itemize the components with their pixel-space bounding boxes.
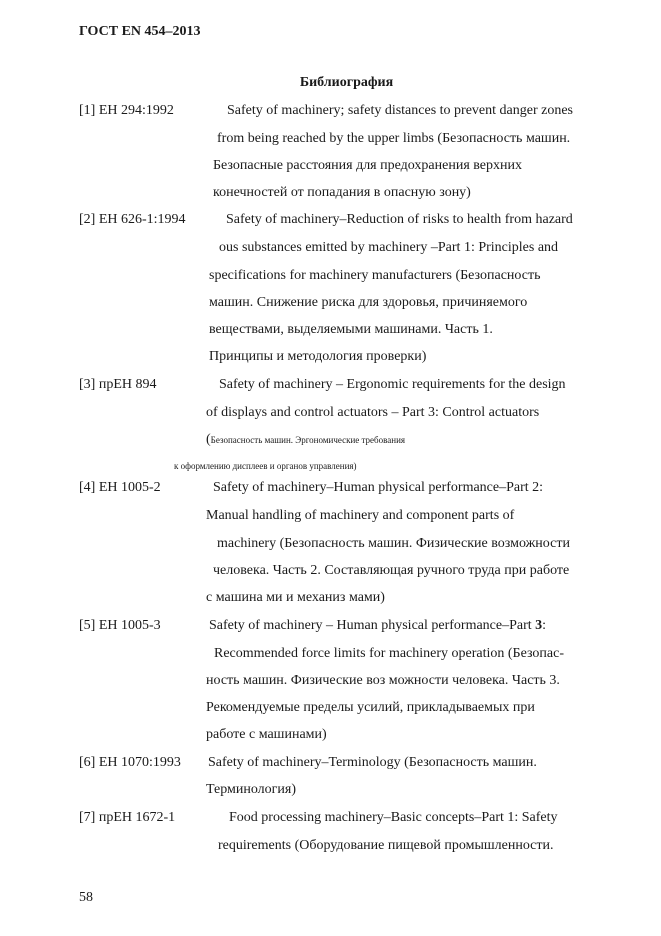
- entry-2-line-4: машин. Снижение риска для здоровья, причиняемого: [209, 295, 528, 310]
- entry-2-line-1: Safety of machinery–Reduction of risks to health from hazard: [226, 212, 573, 227]
- entry-7-line-1: Food processing machinery–Basic concepts–Part 1: Safety: [229, 810, 558, 825]
- entry-5-line-2: Recommended force limits for machinery operation (Безопас-: [214, 646, 565, 661]
- entry-4-ref: [4] ЕН 1005-2: [79, 480, 161, 495]
- entry-5-line-4: Рекомендуемые пределы усилий, прикладываемых при: [206, 700, 535, 715]
- open-paren: (: [206, 432, 211, 447]
- entry-3-line-4: к оформлению дисплеев и органов управления): [174, 461, 357, 471]
- entry-5-part-number: 3: [535, 618, 543, 633]
- entry-4-line-1: Safety of machinery–Human physical performance–Part 2:: [213, 480, 544, 495]
- document-header: ГОСТ EN 454–2013: [79, 24, 201, 39]
- entry-1-ref: [1] ЕН 294:1992: [79, 103, 174, 118]
- entry-1-line-2: from being reached by the upper limbs (Безопасность машин.: [217, 131, 571, 146]
- entry-6-ref: [6] ЕН 1070:1993: [79, 755, 181, 770]
- entry-3-line-3: [206, 432, 405, 448]
- entry-7-ref: [7] прЕН 1672-1: [79, 810, 176, 825]
- entry-5-colon: :: [542, 618, 547, 633]
- entry-5-line-1: [209, 618, 546, 634]
- entry-1-line-1: Safety of machinery; safety distances to prevent danger zones: [227, 103, 573, 118]
- entry-2-line-5: веществами, выделяемыми машинами. Часть 1.: [209, 322, 493, 337]
- entry-2-line-6: Принципы и методология проверки): [209, 349, 427, 364]
- entry-7-line-2: requirements (Оборудование пищевой промышленности.: [218, 838, 554, 853]
- entry-2-ref: [2] ЕН 626-1:1994: [79, 212, 186, 227]
- entry-4-line-4: человека. Часть 2. Составляющая ручного труда при работе: [213, 563, 570, 578]
- entry-3-line-3-small: Безопасность машин. Эргономические требования: [210, 435, 406, 445]
- entry-6-line-2: Терминология): [206, 782, 297, 797]
- entry-3-ref: [3] прЕН 894: [79, 377, 157, 392]
- entry-2-line-2: ous substances emitted by machinery –Part 1: Principles and: [219, 240, 559, 255]
- bibliography-title: Библиография: [299, 75, 394, 90]
- entry-4-line-3: machinery (Безопасность машин. Физические возможности: [217, 536, 570, 551]
- page-number: 58: [79, 890, 93, 905]
- entry-5-line-1-text: Safety of machinery – Human physical performance–Part: [209, 618, 536, 633]
- entry-5-line-5: работе с машинами): [206, 727, 327, 742]
- entry-5-line-3: ность машин. Физические воз можности человека. Часть 3.: [206, 673, 560, 688]
- entry-3-line-2: of displays and control actuators – Part 3: Control actuators: [206, 405, 540, 420]
- entry-4-line-2: Manual handling of machinery and component parts of: [206, 508, 515, 523]
- entry-1-line-4: конечностей от попадания в опасную зону): [213, 185, 471, 200]
- entry-3-line-1: Safety of machinery – Ergonomic requirements for the design: [219, 377, 566, 392]
- entry-2-line-3: specifications for machinery manufacturers (Безопасность: [209, 268, 541, 283]
- entry-4-line-5: с машина ми и механиз мами): [206, 590, 385, 605]
- entry-1-line-3: Безопасные расстояния для предохранения верхних: [213, 158, 522, 173]
- entry-5-ref: [5] ЕН 1005-3: [79, 618, 161, 633]
- entry-6-line-1: Safety of machinery–Terminology (Безопасность машин.: [208, 755, 537, 770]
